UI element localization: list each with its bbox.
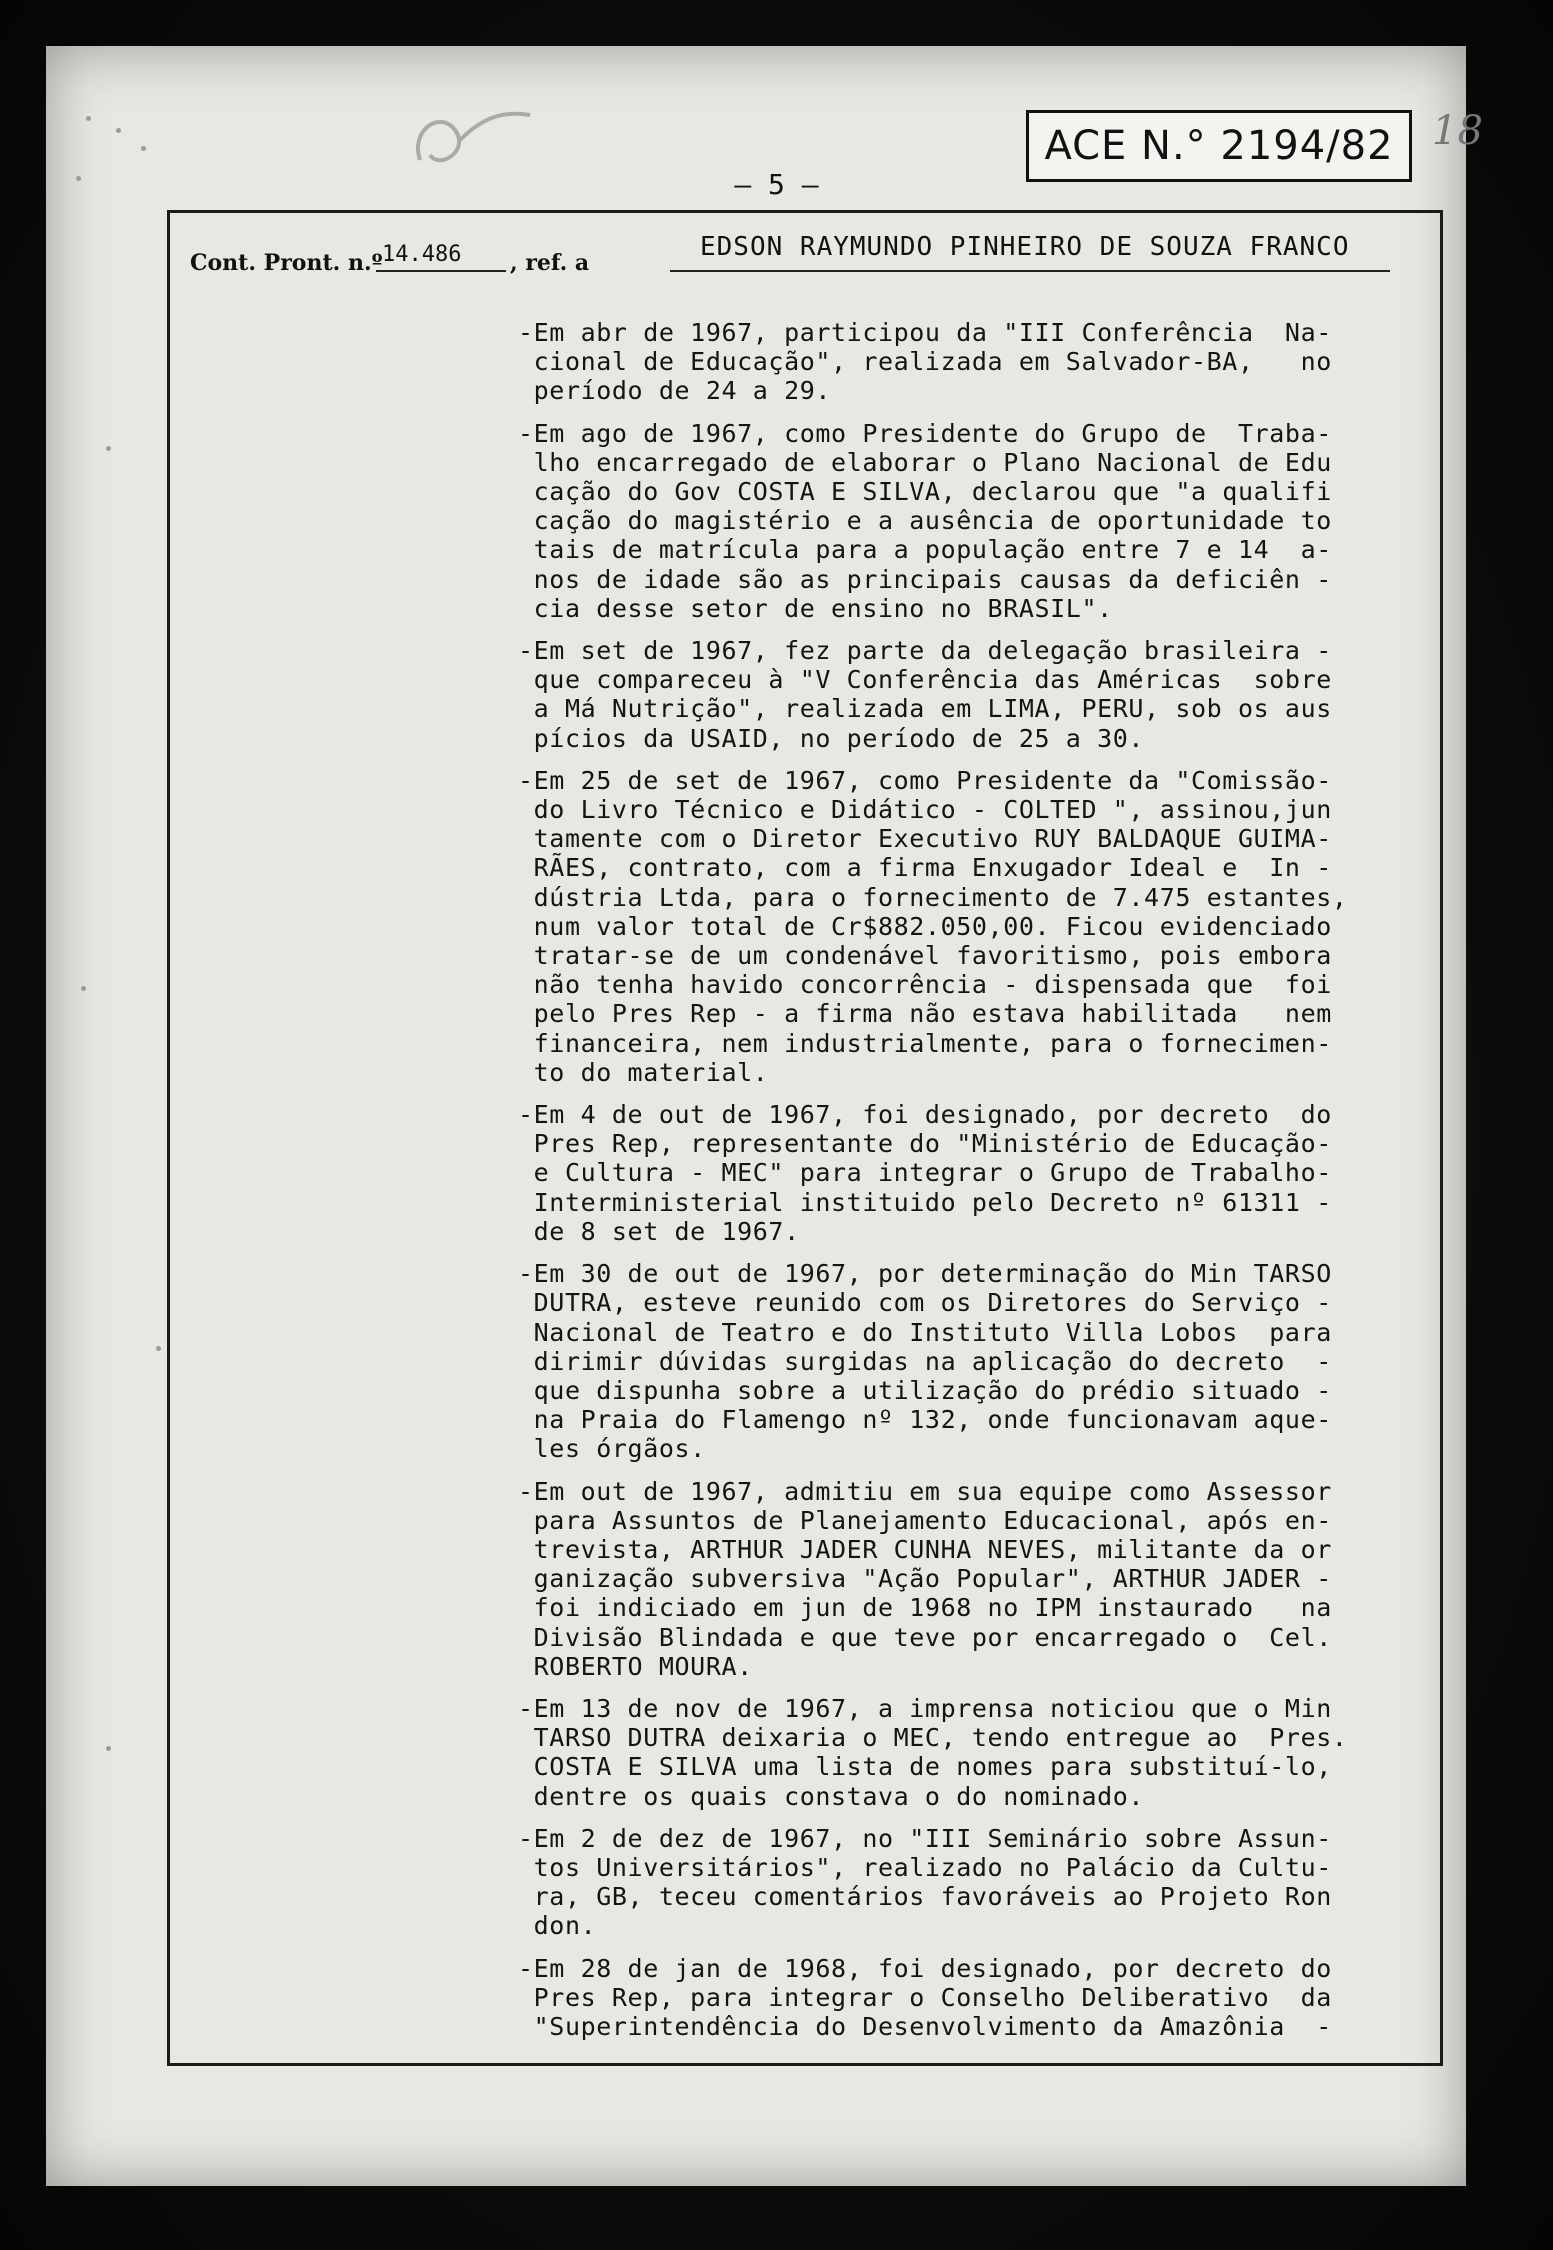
record-entries — [518, 318, 1418, 2054]
entry-line: tais de matrícula para a população entre 7 e 14 a- — [518, 535, 1332, 565]
entry-line: num valor total de Cr$882.050,00. Ficou evidenciado — [518, 911, 1332, 941]
entry-line: ganização subversiva "Ação Popular", ARTHUR JADER - — [518, 1564, 1332, 1594]
entry-line: COSTA E SILVA uma lista de nomes para substituí-lo, — [518, 1752, 1332, 1782]
entry-line: cia desse setor de ensino no BRASIL". — [518, 593, 1113, 623]
entry-line: tos Universitários", realizado no Palácio da Cultu- — [518, 1852, 1332, 1882]
pront-number: 14.486 — [382, 242, 462, 267]
record-header — [190, 230, 1390, 274]
entry-line: e Cultura - MEC" para integrar o Grupo de Trabalho- — [518, 1158, 1332, 1188]
pront-number-underline — [376, 270, 506, 272]
entry-line: Nacional de Teatro e do Instituto Villa Lobos para — [518, 1317, 1332, 1347]
entry-line: -Em 4 de out de 1967, foi designado, por decreto do — [518, 1100, 1332, 1130]
cont-pront-label: Cont. Pront. n.º — [190, 250, 383, 276]
subject-name-underline — [670, 270, 1390, 272]
entry-line: a Má Nutrição", realizada em LIMA, PERU, sob os aus — [518, 694, 1332, 724]
entry-line: -Em ago de 1967, como Presidente do Grupo de Traba- — [518, 418, 1332, 448]
entry-line: nos de idade são as principais causas da deficiên - — [518, 564, 1332, 594]
entry-line: cação do magistério e a ausência de oportunidade to — [518, 506, 1332, 536]
archive-stamp: ACE N.° 2194/82 — [1026, 110, 1412, 182]
entry-line: RÃES, contrato, com a firma Enxugador Ideal e In - — [518, 853, 1332, 883]
entry-line: ra, GB, teceu comentários favoráveis ao Projeto Ron — [518, 1882, 1332, 1912]
entry-line: do Livro Técnico e Didático - COLTED ", assinou,jun — [518, 795, 1332, 825]
entry-line: financeira, nem industrialmente, para o fornecimen- — [518, 1028, 1332, 1058]
record-entry — [518, 766, 1418, 1087]
entry-line: tamente com o Diretor Executivo RUY BALDAQUE GUIMA- — [518, 824, 1332, 854]
entry-line: Pres Rep, para integrar o Conselho Deliberativo da — [518, 1982, 1332, 2012]
entry-line: ROBERTO MOURA. — [518, 1651, 753, 1681]
entry-line: -Em 2 de dez de 1967, no "III Seminário sobre Assun- — [518, 1823, 1332, 1853]
record-entry — [518, 318, 1418, 406]
handwritten-page-number: 18 — [1432, 108, 1483, 154]
entry-line: dústria Ltda, para o fornecimento de 7.475 estantes, — [518, 882, 1348, 912]
entry-line: pícios da USAID, no período de 25 a 30. — [518, 723, 1145, 753]
entry-line: -Em 28 de jan de 1968, foi designado, por decreto do — [518, 1953, 1332, 1983]
record-entry — [518, 1694, 1418, 1811]
entry-line: don. — [518, 1911, 597, 1941]
entry-line: -Em 25 de set de 1967, como Presidente da "Comissão- — [518, 765, 1332, 795]
entry-line: -Em set de 1967, fez parte da delegação brasileira - — [518, 636, 1332, 666]
entry-line: dirimir dúvidas surgidas na aplicação do decreto - — [518, 1346, 1332, 1376]
ref-label: , ref. a — [510, 250, 590, 276]
entry-line: pelo Pres Rep - a firma não estava habilitada nem — [518, 999, 1332, 1029]
entry-line: tratar-se de um condenável favoritismo, pois embora — [518, 941, 1332, 971]
record-entry — [518, 1259, 1418, 1463]
record-entry — [518, 1954, 1418, 2042]
entry-line: que dispunha sobre a utilização do prédio situado - — [518, 1375, 1332, 1405]
entry-line: -Em out de 1967, admitiu em sua equipe como Assessor — [518, 1476, 1332, 1506]
entry-line: les órgãos. — [518, 1434, 706, 1464]
entry-line: não tenha havido concorrência - dispensada que foi — [518, 970, 1332, 1000]
record-entry — [518, 1824, 1418, 1941]
subject-name: EDSON RAYMUNDO PINHEIRO DE SOUZA FRANCO — [700, 232, 1350, 262]
page-number: — 5 — — [734, 168, 819, 201]
entry-line: to do material. — [518, 1057, 769, 1087]
entry-line: TARSO DUTRA deixaria o MEC, tendo entregue ao Pres. — [518, 1723, 1348, 1753]
entry-line: -Em 30 de out de 1967, por determinação do Min TARSO — [518, 1259, 1332, 1289]
entry-line: dentre os quais constava o do nominado. — [518, 1781, 1145, 1811]
entry-line: na Praia do Flamengo nº 132, onde funcionavam aque- — [518, 1405, 1332, 1435]
entry-line: foi indiciado em jun de 1968 no IPM instaurado na — [518, 1593, 1332, 1623]
entry-line: Divisão Blindada e que teve por encarregado o Cel. — [518, 1622, 1332, 1652]
entry-line: para Assuntos de Planejamento Educacional, após en- — [518, 1505, 1332, 1535]
entry-line: -Em 13 de nov de 1967, a imprensa noticiou que o Min — [518, 1693, 1332, 1723]
entry-line: cação do Gov COSTA E SILVA, declarou que "a qualifi — [518, 477, 1332, 507]
entry-line: de 8 set de 1967. — [518, 1216, 800, 1246]
entry-line: DUTRA, esteve reunido com os Diretores do Serviço - — [518, 1288, 1332, 1318]
entry-line: Interministerial instituido pelo Decreto nº 61311 - — [518, 1187, 1332, 1217]
entry-line: período de 24 a 29. — [518, 376, 832, 406]
entry-line: Pres Rep, representante do "Ministério de Educação- — [518, 1129, 1332, 1159]
record-entry — [518, 636, 1418, 753]
entry-line: cional de Educação", realizada em Salvador-BA, no — [518, 347, 1332, 377]
record-entry — [518, 1477, 1418, 1681]
record-entry — [518, 1100, 1418, 1246]
entry-line: que compareceu à "V Conferência das Américas sobre — [518, 665, 1332, 695]
entry-line: lho encarregado de elaborar o Plano Nacional de Edu — [518, 447, 1332, 477]
entry-line: trevista, ARTHUR JADER CUNHA NEVES, militante da or — [518, 1534, 1332, 1564]
entry-line: -Em abr de 1967, participou da "III Conferência Na- — [518, 318, 1332, 347]
record-entry — [518, 419, 1418, 623]
entry-line: "Superintendência do Desenvolvimento da Amazônia - — [518, 2011, 1332, 2041]
